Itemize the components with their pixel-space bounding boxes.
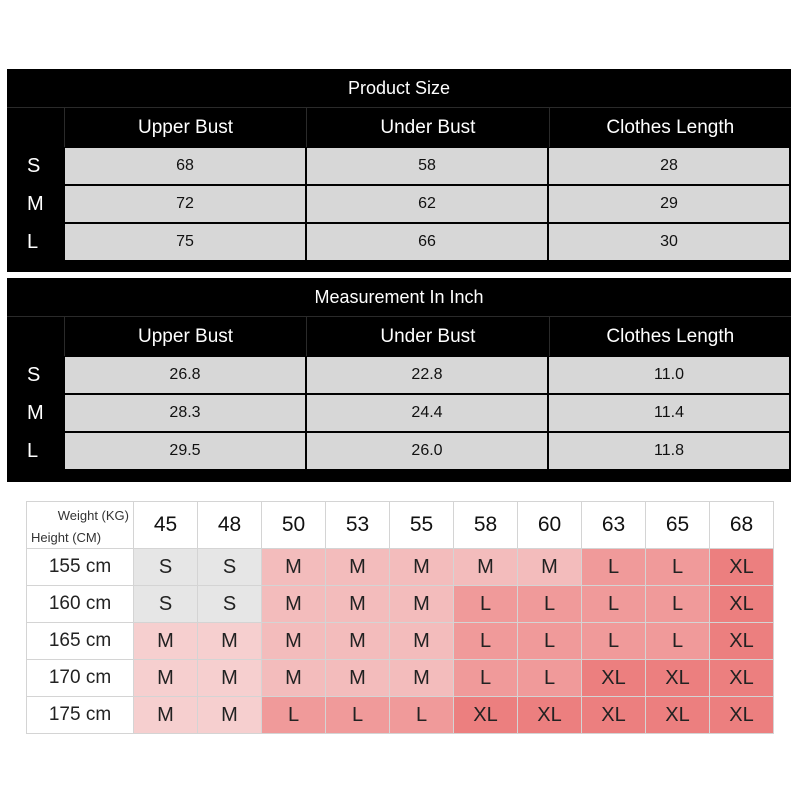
weight-header: 50 bbox=[262, 502, 326, 549]
table-row bbox=[7, 223, 791, 261]
size-label: S bbox=[27, 155, 41, 177]
height-axis-label: Height (CM) bbox=[31, 530, 102, 545]
height-label: 155 cm bbox=[27, 549, 134, 586]
table-cell: 62 bbox=[307, 186, 547, 222]
size-cell: S bbox=[198, 586, 262, 623]
size-cell: M bbox=[390, 660, 454, 697]
grid-body bbox=[27, 549, 774, 734]
size-cell: M bbox=[326, 623, 390, 660]
table-cell: 11.4 bbox=[549, 395, 789, 431]
weight-header: 58 bbox=[454, 502, 518, 549]
size-recommendation-grid bbox=[26, 501, 774, 734]
column-header: Under Bust bbox=[306, 108, 548, 147]
table-cell: 26.8 bbox=[65, 357, 305, 393]
column-header: Upper Bust bbox=[64, 317, 306, 356]
size-cell: M bbox=[326, 586, 390, 623]
table-row bbox=[27, 660, 774, 697]
height-label: 170 cm bbox=[27, 660, 134, 697]
table-row bbox=[7, 432, 791, 470]
size-cell: M bbox=[134, 623, 198, 660]
size-cell: S bbox=[134, 549, 198, 586]
table-cell: 11.8 bbox=[549, 433, 789, 469]
height-label: 175 cm bbox=[27, 697, 134, 734]
size-cell: XL bbox=[710, 623, 774, 660]
weight-header-row bbox=[27, 502, 774, 549]
table-row bbox=[7, 394, 791, 432]
size-cell: L bbox=[454, 660, 518, 697]
table-cell: 28 bbox=[549, 148, 789, 184]
size-cell: L bbox=[454, 586, 518, 623]
height-label: 165 cm bbox=[27, 623, 134, 660]
size-cell: L bbox=[518, 586, 582, 623]
size-cell: XL bbox=[710, 697, 774, 734]
size-label: L bbox=[27, 231, 39, 253]
table-cell: 29 bbox=[549, 186, 789, 222]
table-cell: 72 bbox=[65, 186, 305, 222]
size-cell: L bbox=[518, 623, 582, 660]
size-cell: L bbox=[454, 623, 518, 660]
measurement-inch-header bbox=[7, 317, 791, 356]
measurement-inch-title: Measurement In Inch bbox=[7, 278, 791, 317]
size-cell: XL bbox=[646, 660, 710, 697]
measurement-inch-table bbox=[7, 278, 791, 482]
size-cell: XL bbox=[710, 586, 774, 623]
weight-header: 55 bbox=[390, 502, 454, 549]
weight-header: 65 bbox=[646, 502, 710, 549]
size-cell: M bbox=[390, 623, 454, 660]
size-label: M bbox=[27, 193, 44, 215]
size-cell: M bbox=[262, 660, 326, 697]
size-cell: S bbox=[134, 586, 198, 623]
size-cell: L bbox=[646, 586, 710, 623]
column-header: Clothes Length bbox=[549, 317, 791, 356]
table-cell: 68 bbox=[65, 148, 305, 184]
size-cell: L bbox=[326, 697, 390, 734]
size-cell: M bbox=[262, 586, 326, 623]
weight-header: 48 bbox=[198, 502, 262, 549]
size-label: L bbox=[27, 440, 39, 462]
size-cell: M bbox=[326, 549, 390, 586]
table-row bbox=[27, 697, 774, 734]
size-label: M bbox=[27, 402, 44, 424]
column-header: Upper Bust bbox=[64, 108, 306, 147]
header-corner bbox=[7, 108, 64, 147]
size-cell: XL bbox=[710, 660, 774, 697]
column-header: Clothes Length bbox=[549, 108, 791, 147]
table-cell: 11.0 bbox=[549, 357, 789, 393]
table-cell: 28.3 bbox=[65, 395, 305, 431]
size-cell: M bbox=[390, 586, 454, 623]
weight-header: 68 bbox=[710, 502, 774, 549]
table-row bbox=[27, 549, 774, 586]
height-label: 160 cm bbox=[27, 586, 134, 623]
size-cell: M bbox=[134, 697, 198, 734]
size-cell: XL bbox=[710, 549, 774, 586]
size-cell: M bbox=[326, 660, 390, 697]
size-cell: M bbox=[262, 623, 326, 660]
table-cell: 24.4 bbox=[307, 395, 547, 431]
weight-header: 45 bbox=[134, 502, 198, 549]
product-size-header bbox=[7, 108, 791, 147]
product-size-title: Product Size bbox=[7, 69, 791, 108]
column-header: Under Bust bbox=[306, 317, 548, 356]
size-cell: M bbox=[134, 660, 198, 697]
header-corner bbox=[7, 317, 64, 356]
table-cell: 66 bbox=[307, 224, 547, 260]
table-row bbox=[7, 185, 791, 223]
size-cell: XL bbox=[518, 697, 582, 734]
size-cell: L bbox=[518, 660, 582, 697]
weight-header: 63 bbox=[582, 502, 646, 549]
table-cell: 75 bbox=[65, 224, 305, 260]
size-cell: XL bbox=[646, 697, 710, 734]
size-cell: XL bbox=[582, 660, 646, 697]
table-row bbox=[27, 586, 774, 623]
table-cell: 58 bbox=[307, 148, 547, 184]
weight-axis-label: Weight (KG) bbox=[57, 508, 129, 523]
size-label: S bbox=[27, 364, 41, 386]
table-row bbox=[27, 623, 774, 660]
size-cell: L bbox=[390, 697, 454, 734]
size-cell: L bbox=[262, 697, 326, 734]
size-cell: XL bbox=[454, 697, 518, 734]
size-cell: L bbox=[582, 549, 646, 586]
size-cell: L bbox=[582, 623, 646, 660]
table-cell: 29.5 bbox=[65, 433, 305, 469]
size-cell: L bbox=[646, 549, 710, 586]
weight-header: 53 bbox=[326, 502, 390, 549]
size-cell: M bbox=[262, 549, 326, 586]
table-cell: 26.0 bbox=[307, 433, 547, 469]
size-cell: M bbox=[198, 623, 262, 660]
size-cell: L bbox=[582, 586, 646, 623]
size-cell: M bbox=[390, 549, 454, 586]
size-cell: M bbox=[454, 549, 518, 586]
axis-corner bbox=[27, 502, 134, 549]
size-cell: L bbox=[646, 623, 710, 660]
size-cell: M bbox=[198, 660, 262, 697]
size-cell: XL bbox=[582, 697, 646, 734]
size-cell: M bbox=[518, 549, 582, 586]
table-cell: 30 bbox=[549, 224, 789, 260]
product-size-table bbox=[7, 69, 791, 272]
table-row bbox=[7, 147, 791, 185]
weight-header: 60 bbox=[518, 502, 582, 549]
table-cell: 22.8 bbox=[307, 357, 547, 393]
size-cell: M bbox=[198, 697, 262, 734]
size-cell: S bbox=[198, 549, 262, 586]
table-row bbox=[7, 356, 791, 394]
